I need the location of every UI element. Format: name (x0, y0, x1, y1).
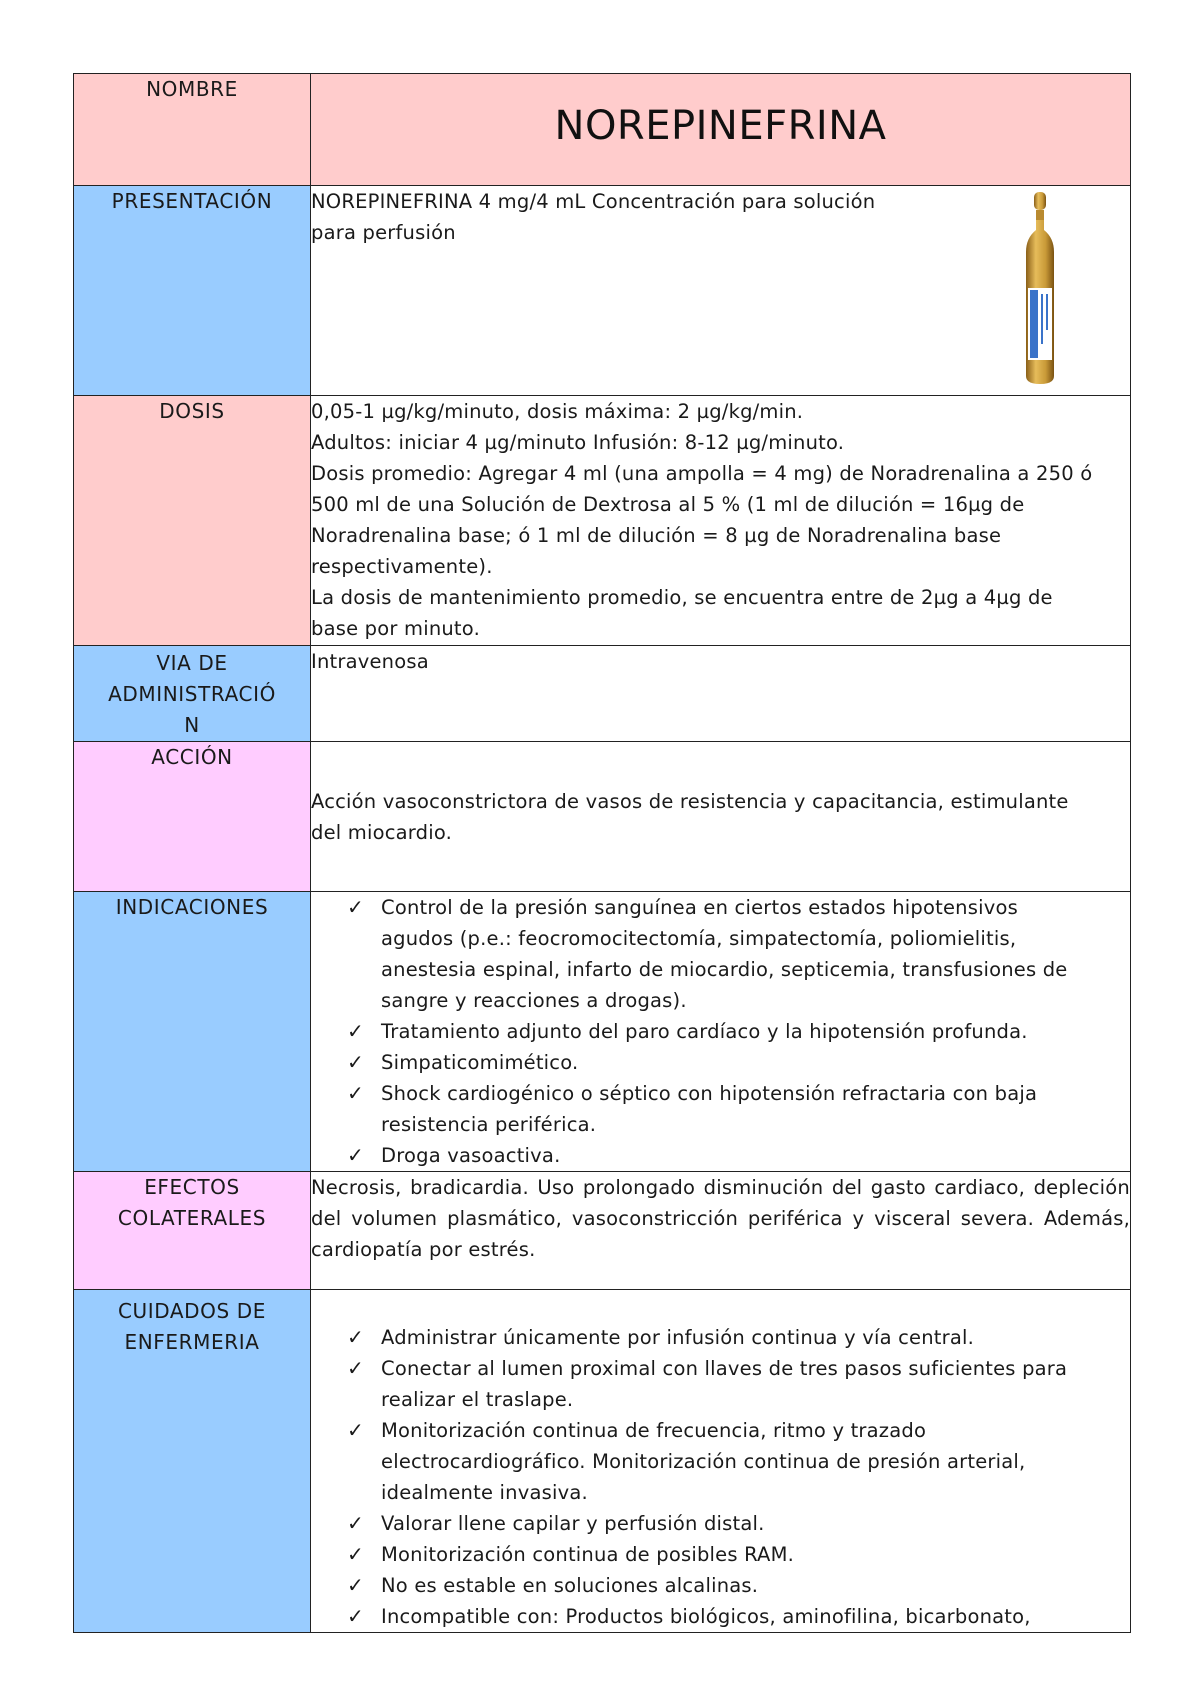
list-item (347, 1047, 1130, 1078)
list-item-line: Simpaticomimético. (381, 1051, 579, 1074)
list-item-line: Valorar llene capilar y perfusión distal. (381, 1512, 765, 1535)
list-item (347, 1415, 1130, 1508)
list-item (347, 1322, 1130, 1353)
nombre-label (74, 74, 311, 186)
list-item (347, 1601, 1130, 1632)
accion-label-text: ACCIÓN (151, 745, 233, 769)
dosis-line: Noradrenalina base; ó 1 ml de dilución = 8 µg de Noradrenalina base (311, 524, 1002, 547)
dosis-line: 500 ml de una Solución de Dextrosa al 5 % (1 ml de dilución = 16µg de (311, 493, 1025, 516)
list-item (347, 1508, 1130, 1539)
via-label (74, 646, 311, 742)
check-icon: ✓ (347, 1325, 364, 1349)
check-icon: ✓ (347, 1542, 364, 1566)
check-icon: ✓ (347, 1511, 364, 1535)
presentacion-line-2: para perfusión (311, 221, 456, 244)
nombre-value-cell (311, 74, 1131, 186)
list-item (347, 892, 1130, 1016)
list-item-line: anestesia espinal, infarto de miocardio, septicemia, transfusiones de (381, 958, 1068, 981)
via-label-line: N (184, 713, 200, 737)
check-icon: ✓ (347, 895, 364, 919)
cuidados-list (311, 1322, 1130, 1632)
drug-sheet-table (73, 73, 1131, 1633)
list-item-line: Tratamiento adjunto del paro cardíaco y la hipotensión profunda. (381, 1020, 1028, 1043)
list-item-line: resistencia periférica. (381, 1113, 597, 1136)
check-icon: ✓ (347, 1573, 364, 1597)
efectos-label (74, 1172, 311, 1290)
efectos-label-line: EFECTOS (144, 1175, 240, 1199)
list-item-line: Monitorización continua de frecuencia, ritmo y trazado (381, 1419, 927, 1442)
list-item-line: Droga vasoactiva. (381, 1144, 561, 1167)
indicaciones-value-cell (311, 892, 1131, 1172)
efectos-value-cell (311, 1172, 1131, 1290)
indicaciones-list (311, 892, 1130, 1171)
list-item (347, 1078, 1130, 1140)
dosis-line: 0,05-1 µg/kg/minuto, dosis máxima: 2 µg/kg/min. (311, 400, 804, 423)
check-icon: ✓ (347, 1019, 364, 1043)
via-label-line: VIA DE (156, 651, 228, 675)
check-icon: ✓ (347, 1604, 364, 1628)
list-item-line: Control de la presión sanguínea en ciertos estados hipotensivos (381, 896, 1018, 919)
list-item-line: realizar el traslape. (381, 1388, 574, 1411)
cuidados-label-line: CUIDADOS DE (117, 1299, 267, 1323)
via-value-cell (311, 646, 1131, 742)
list-item-line: electrocardiográfico. Monitorización continua de presión arterial, (381, 1450, 1026, 1473)
list-item (347, 1016, 1130, 1047)
check-icon: ✓ (347, 1356, 364, 1380)
dosis-line: Dosis promedio: Agregar 4 ml (una ampolla = 4 mg) de Noradrenalina a 250 ó (311, 462, 1093, 485)
accion-line: del miocardio. (311, 820, 453, 844)
list-item-line: No es estable en soluciones alcalinas. (381, 1574, 759, 1597)
dosis-value-cell (311, 396, 1131, 646)
list-item (347, 1539, 1130, 1570)
efectos-label-line: COLATERALES (117, 1206, 267, 1230)
accion-label (74, 742, 311, 892)
list-item-line: sangre y reacciones a drogas). (381, 989, 687, 1012)
cuidados-label-line: ENFERMERIA (124, 1330, 260, 1354)
cuidados-value-cell (311, 1290, 1131, 1633)
efectos-text: Necrosis, bradicardia. Uso prolongado disminución del gasto cardiaco, depleción del volumen plasmático, vasoconstricción periférica y visceral severa. Además, cardiopatía por estrés. (311, 1176, 1130, 1261)
list-item-line: Monitorización continua de posibles RAM. (381, 1543, 795, 1566)
list-item-line: Administrar únicamente por infusión continua y vía central. (381, 1326, 975, 1349)
list-item-line: Shock cardiogénico o séptico con hipotensión refractaria con baja (381, 1082, 1038, 1105)
check-icon: ✓ (347, 1418, 364, 1442)
cuidados-label (74, 1290, 311, 1633)
nombre-label-text: NOMBRE (146, 77, 238, 101)
drug-title: NOREPINEFRINA (554, 103, 887, 149)
dosis-label-text: DOSIS (159, 399, 225, 423)
ampoule-icon (1020, 190, 1060, 386)
list-item-line: agudos (p.e.: feocromocitectomía, simpatectomía, poliomielitis, (381, 927, 1017, 950)
presentacion-label (74, 186, 311, 396)
check-icon: ✓ (347, 1050, 364, 1074)
dosis-line: base por minuto. (311, 617, 480, 640)
indicaciones-label (74, 892, 311, 1172)
accion-line: Acción vasoconstrictora de vasos de resistencia y capacitancia, estimulante (311, 789, 1069, 813)
dosis-line: La dosis de mantenimiento promedio, se encuentra entre de 2µg a 4µg de (311, 586, 1053, 609)
dosis-label (74, 396, 311, 646)
list-item (347, 1570, 1130, 1601)
list-item-line: idealmente invasiva. (381, 1481, 588, 1504)
via-label-line: ADMINISTRACIÓ (108, 682, 276, 706)
list-item (347, 1140, 1130, 1171)
list-item-line: Incompatible con: Productos biológicos, aminofilina, bicarbonato, (381, 1605, 1031, 1628)
list-item (347, 1353, 1130, 1415)
via-value: Intravenosa (311, 650, 429, 673)
presentacion-value-cell (311, 186, 1131, 396)
accion-value-cell (311, 742, 1131, 892)
presentacion-line-1: NOREPINEFRINA 4 mg/4 mL Concentración para solución (311, 190, 876, 213)
check-icon: ✓ (347, 1081, 364, 1105)
list-item-line: Conectar al lumen proximal con llaves de tres pasos suficientes para (381, 1357, 1068, 1380)
check-icon: ✓ (347, 1143, 364, 1167)
indicaciones-label-text: INDICACIONES (115, 895, 269, 919)
presentacion-label-text: PRESENTACIÓN (111, 189, 273, 213)
dosis-line: Adultos: iniciar 4 µg/minuto Infusión: 8-12 µg/minuto. (311, 431, 845, 454)
dosis-line: respectivamente). (311, 555, 493, 578)
